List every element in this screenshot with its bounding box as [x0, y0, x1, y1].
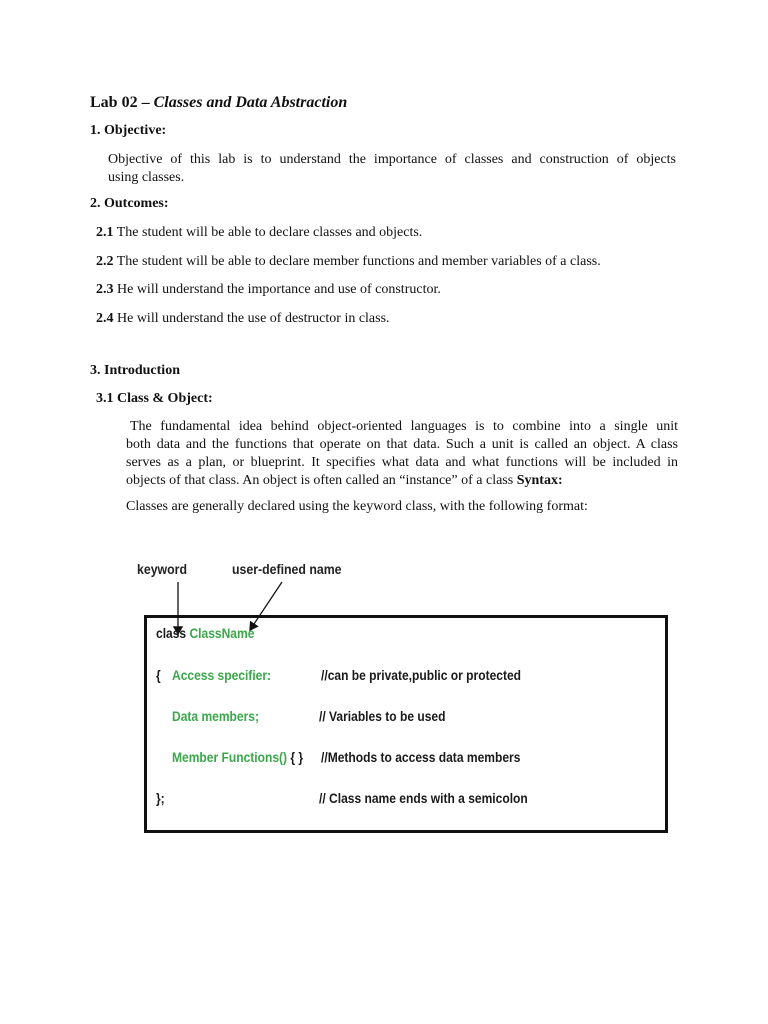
keyword-label: keyword	[137, 561, 187, 577]
intro-last-text: objects of that class. An object is often called an “instance” of a class	[126, 473, 517, 488]
close-brace: };	[156, 790, 165, 806]
data-members: Data members;	[172, 708, 259, 724]
member-functions-line	[172, 749, 303, 765]
access-comment: //can be private,public or protected	[321, 667, 522, 683]
objective-heading: 1. Objective:	[90, 123, 167, 138]
semicolon-comment: // Class name ends with a semicolon	[319, 790, 528, 806]
class-keyword: class	[156, 625, 187, 641]
user-defined-name-label: user-defined name	[232, 561, 342, 577]
outcomes-heading: 2. Outcomes:	[90, 196, 169, 211]
intro-line: serves as a plan, or blueprint. It specifies what data and what functions will be included in	[126, 455, 678, 470]
classes-declared-text: Classes are generally declared using the keyword class, with the following format:	[126, 499, 588, 514]
title-italic: Classes and Data Abstraction	[153, 94, 348, 111]
outcome-text: The student will be able to declare classes and objects.	[113, 225, 423, 240]
outcome-text: He will understand the use of destructor in class.	[113, 311, 390, 326]
objective-line-2: using classes.	[108, 170, 185, 185]
title-prefix: Lab 02 –	[90, 94, 154, 111]
syntax-label: Syntax:	[516, 473, 563, 488]
outcome-text: The student will be able to declare member functions and member variables of a class.	[113, 254, 601, 269]
outcome-number: 2.2	[96, 254, 114, 269]
intro-heading: 3. Introduction	[90, 363, 180, 378]
member-functions-comment: //Methods to access data members	[321, 749, 521, 765]
objective-line-1: Objective of this lab is to understand the importance of classes and construction of objects	[108, 152, 676, 167]
outcome-number: 2.1	[96, 225, 114, 240]
class-name: ClassName	[189, 625, 255, 641]
intro-line: both data and the functions that operate on that data. Such a unit is called an object. A class	[126, 437, 678, 452]
subsection-heading: 3.1 Class & Object:	[96, 391, 213, 406]
access-specifier: Access specifier:	[172, 667, 272, 683]
function-braces: { }	[290, 749, 304, 765]
open-brace: {	[156, 667, 161, 683]
member-functions: Member Functions()	[172, 749, 288, 765]
outcome-text: He will understand the importance and use of constructor.	[113, 282, 441, 297]
data-members-comment: // Variables to be used	[319, 708, 446, 724]
code-line-class	[156, 625, 254, 641]
intro-line: The fundamental idea behind object-oriented languages is to combine into a single unit	[130, 419, 678, 434]
outcome-number: 2.4	[96, 311, 114, 326]
outcome-number: 2.3	[96, 282, 114, 297]
